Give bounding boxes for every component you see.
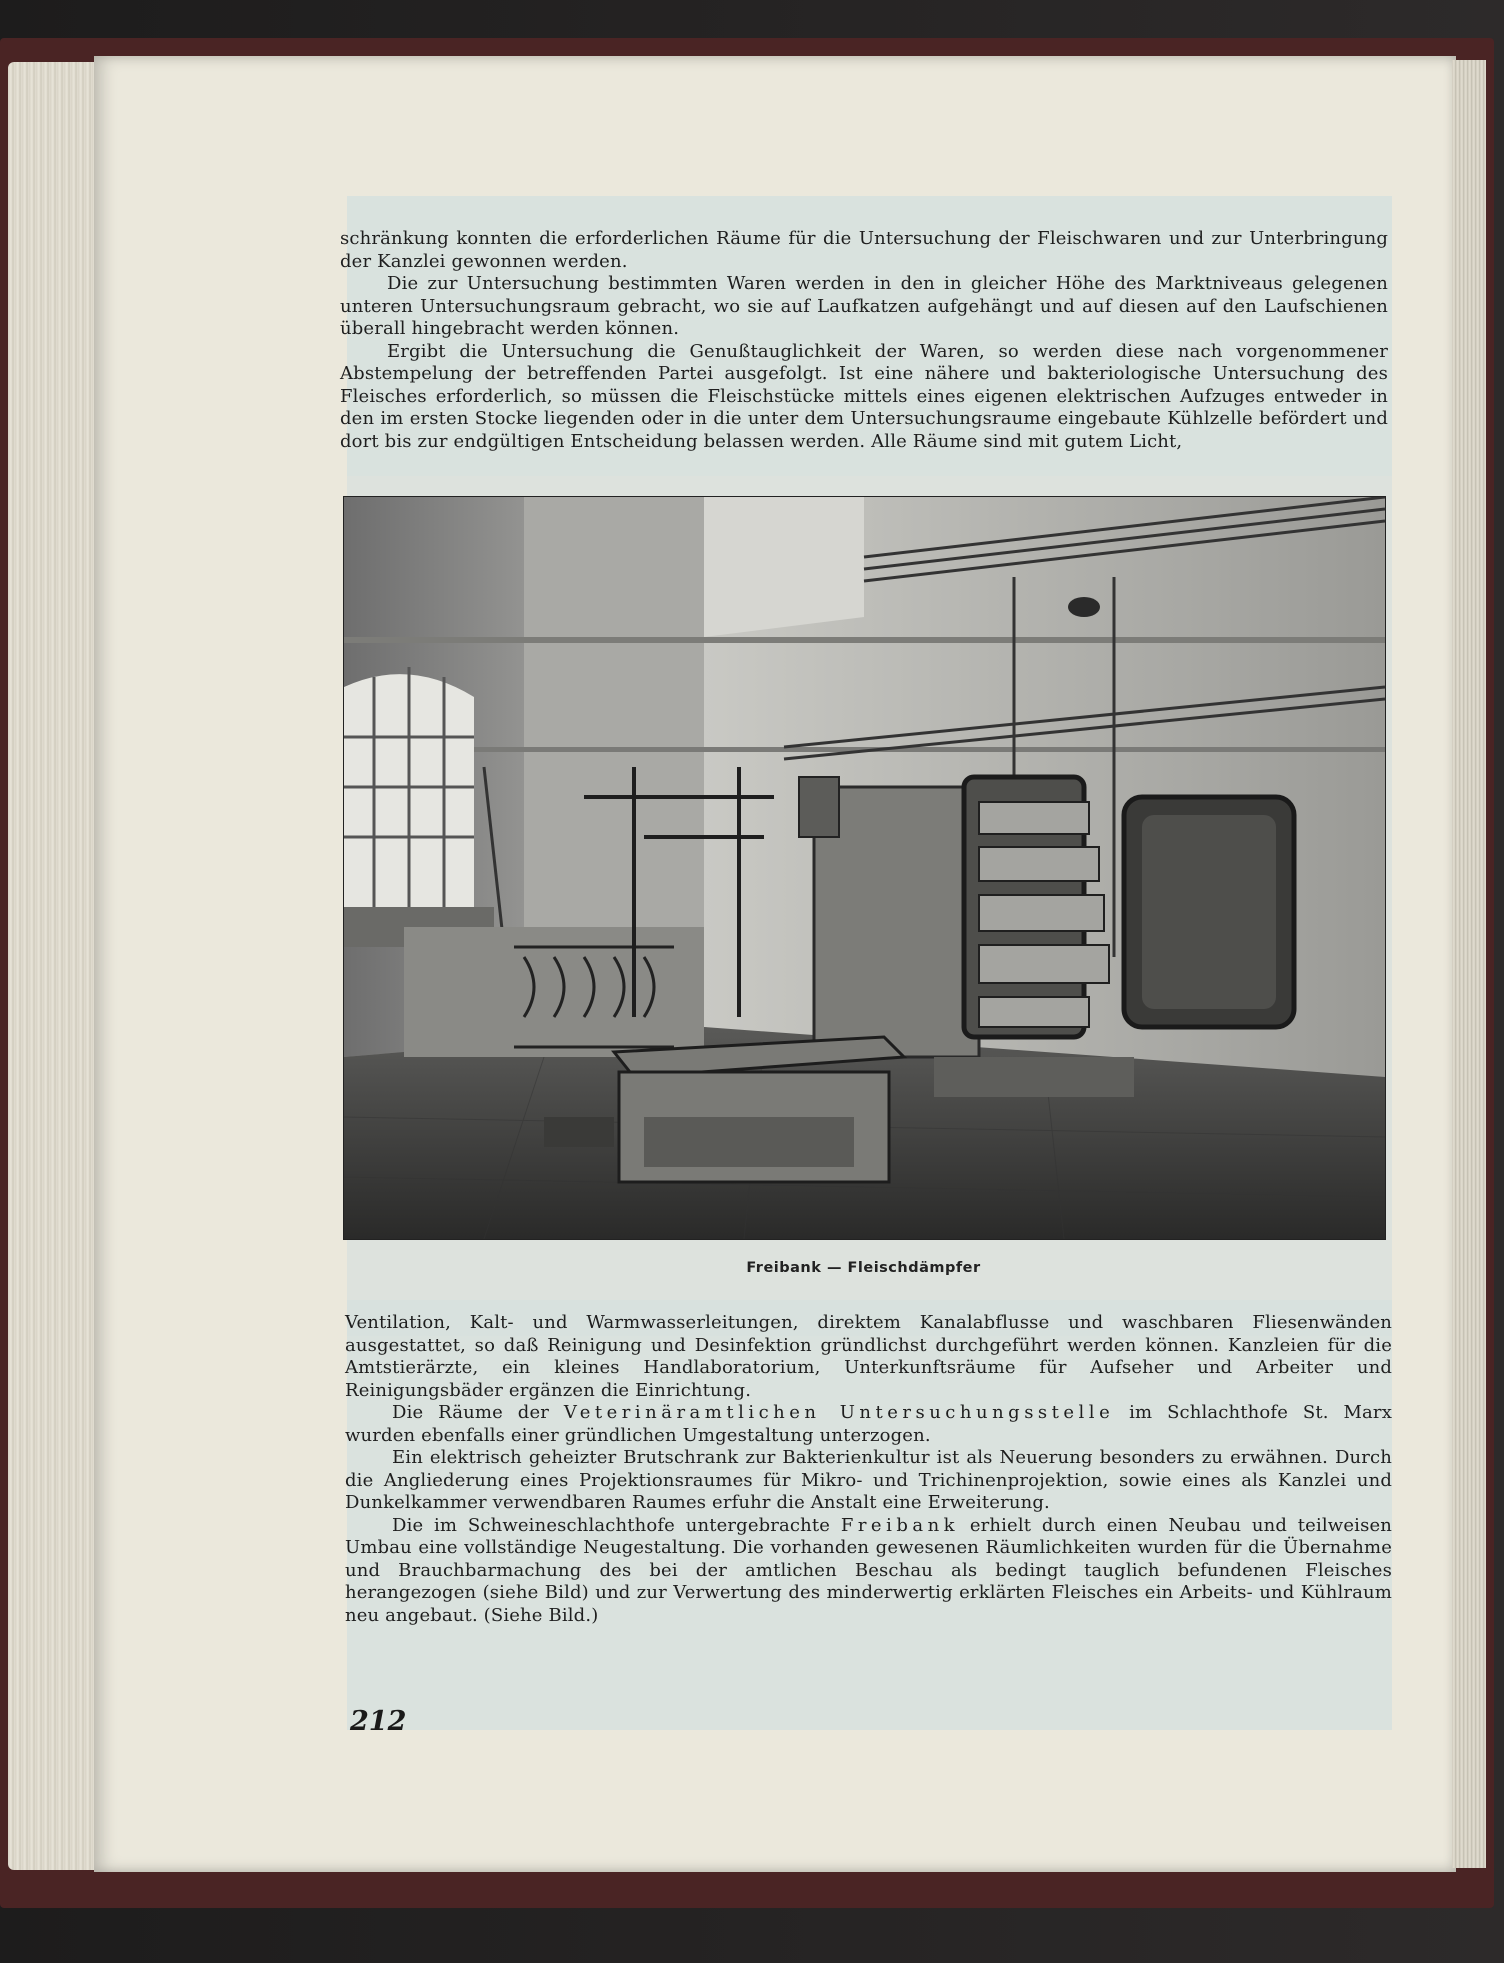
- paragraph: [345, 1402, 1392, 1447]
- bottom-text-block: [345, 1312, 1392, 1627]
- photo-fleischdaempfer: [343, 496, 1386, 1240]
- paragraph: Ergibt die Untersuchung die Genußtauglichkeit der Waren, so werden diese nach vorgenommener Abstempelung der betreffenden Partei ausgefolgt. Ist eine nähere und bakteriologische Untersuchung des Fleisches erforderlich, so müssen die Fleischstücke mittels eines eigenen elektrischen Aufzuges entweder in den im ersten Stocke liegenden oder in die unter dem Untersuchungsraume eingebaute Kühlzelle befördert und dort bis zur endgültigen Entscheidung belassen werden. Alle Räume sind mit gutem Licht,: [340, 340, 1388, 452]
- text-span: Die Räume der: [392, 1402, 564, 1423]
- spaced-term: Veterinäramtlichen Untersuchungsstelle: [563, 1402, 1115, 1423]
- text-span: erhielt durch einen Neubau und teilweisen Umbau eine vollständige Neugestaltung. Die vorhanden gewesenen Räumlichkeiten wurden für die Übernahme und Brauchbarmachung des bei der amtlichen Beschau als bedingt tauglich befundenen Fleisches herangezogen (siehe Bild) und zur Verwertung des minderwertig erklärten Fleisches ein Arbeits- und Kühlraum neu angebaut. (Siehe Bild.): [345, 1514, 1392, 1626]
- paragraph: Ventilation, Kalt- und Warmwasserleitungen, direktem Kanalabflusse und waschbaren Fliesenwänden ausgestattet, so daß Reinigung und Desinfektion gründlichst durchgeführt werden können. Kanzleien für die Amtstierärzte, ein kleines Handlaboratorium, Unterkunftsräume für Aufseher und Arbeiter und Reinigungsbäder ergänzen die Einrichtung.: [345, 1312, 1392, 1401]
- paragraph: schränkung konnten die erforderlichen Räume für die Untersuchung der Fleischwaren und zur Unterbringung der Kanzlei gewonnen werden.: [340, 228, 1388, 272]
- text-span: Die im Schweineschlachthofe untergebrachte: [392, 1514, 841, 1536]
- paragraph: Ein elektrisch geheizter Brutschrank zur Bakterienkultur ist als Neuerung besonders zu erwähnen. Durch die Angliederung eines Projektionsraumes für Mikro- und Trichinenprojektion, sowie eines als Kanzlei und Dunkelkammer verwendbaren Raumes erfuhr die Anstalt eine Erweiterung.: [345, 1447, 1392, 1513]
- top-text-block: [340, 228, 1388, 453]
- paragraph: [345, 1515, 1392, 1628]
- page-edge-right: [1452, 60, 1486, 1868]
- spaced-term: Freibank: [840, 1514, 960, 1536]
- photo-caption: Freibank — Fleischdämpfer: [746, 1260, 981, 1276]
- paragraph: Die zur Untersuchung bestimmten Waren werden in den in gleicher Höhe des Marktniveaus gelegenen unteren Untersuchungsraum gebracht, wo sie auf Laufkatzen aufgehängt und auf diesen auf den Laufschienen überall hingebracht werden können.: [340, 273, 1388, 339]
- page-number: 212: [350, 1706, 407, 1737]
- page-stack-left: [8, 62, 98, 1870]
- photo-illustration: [344, 497, 1385, 1239]
- text-span: im Schlachthofe St. Marx wurden ebenfalls einer gründlichen Umgestaltung unterzogen.: [345, 1402, 1392, 1446]
